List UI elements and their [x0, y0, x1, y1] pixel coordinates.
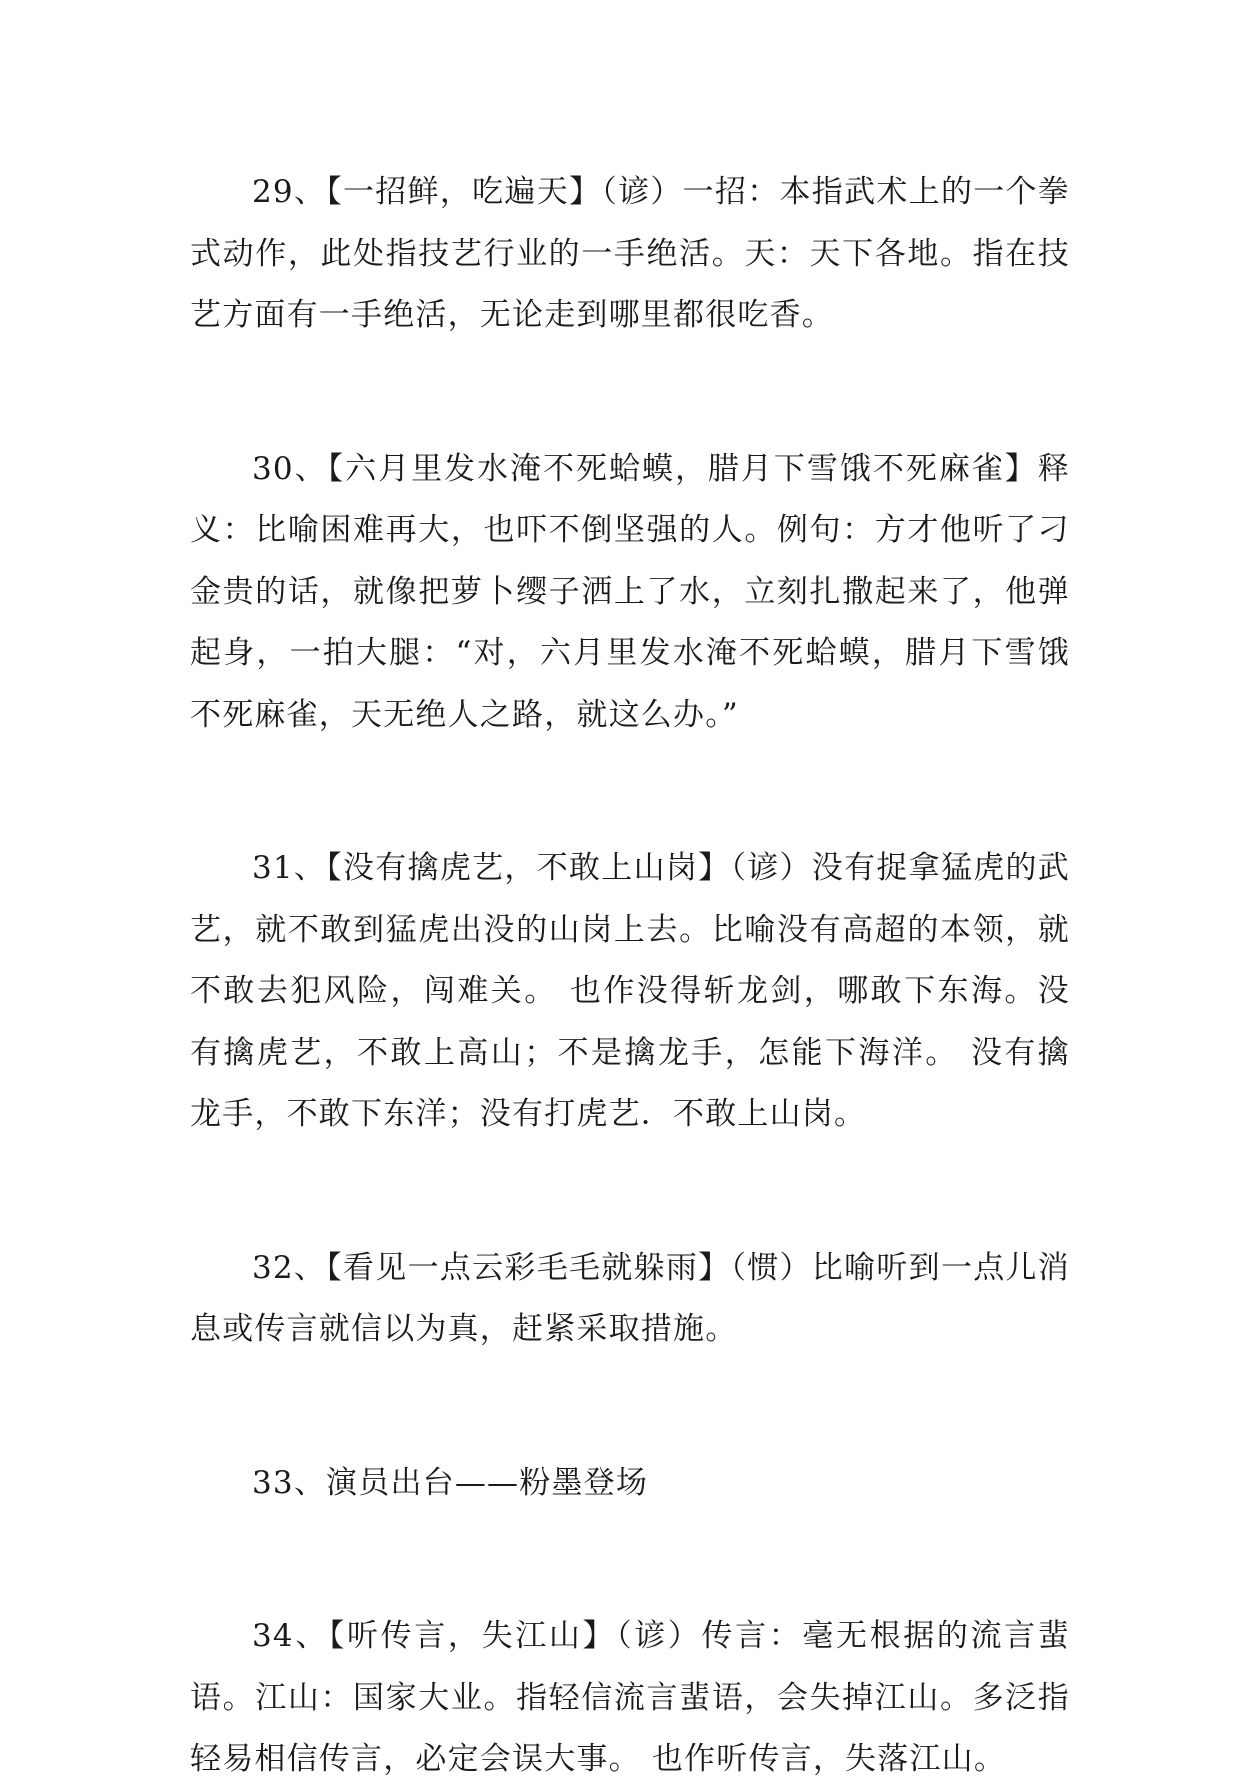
paragraph-spacer: [190, 347, 1070, 439]
paragraph-spacer: [190, 746, 1070, 838]
paragraph-33: 33、演员出台——粉墨登场: [252, 1464, 649, 1501]
document-body: [190, 162, 1070, 1791]
paragraph-32: 32、【看见一点云彩毛毛就躲雨】（惯）比喻听到一点儿消息或传言就信以为真，赶紧采取措施。: [190, 1249, 1070, 1347]
paragraph-34: 34、【听传言，失江山】（谚）传言：毫无根据的流言蜚语。江山：国家大业。指轻信流言蜚语，会失掉江山。多泛指轻易相信传言，必定会误大事。 也作听传言，失落江山。: [190, 1618, 1070, 1777]
paragraph-31: 31、【没有擒虎艺，不敢上山岗】（谚）没有捉拿猛虎的武艺，就不敢到猛虎出没的山岗上去。比喻没有高超的本领，就不敢去犯风险，闯难关。 也作没得斩龙剑，哪敢下东海。没有擒虎艺，不敢上高山；不是擒龙手，怎能下海洋。 没有擒龙手，不敢下东洋；没有打虎艺．不敢上山岗。: [190, 850, 1070, 1132]
paragraph-29: 29、【一招鲜，吃遍天】（谚）一招：本指武术上的一个拳式动作，此处指技艺行业的一手绝活。天：天下各地。指在技艺方面有一手绝活，无论走到哪里都很吃香。: [190, 174, 1070, 333]
paragraph-spacer: [190, 1361, 1070, 1453]
paragraph-spacer: [190, 1146, 1070, 1238]
paragraph-spacer: [190, 1514, 1070, 1606]
paragraph-30: 30、【六月里发水淹不死蛤蟆，腊月下雪饿不死麻雀】释义：比喻困难再大，也吓不倒坚强的人。例句：方才他听了刁金贵的话，就像把萝卜缨子洒上了水，立刻扎撒起来了，他弹起身，一拍大腿：“对，六月里发水淹不死蛤蟆，腊月下雪饿不死麻雀，天无绝人之路，就这么办。”: [190, 450, 1070, 733]
